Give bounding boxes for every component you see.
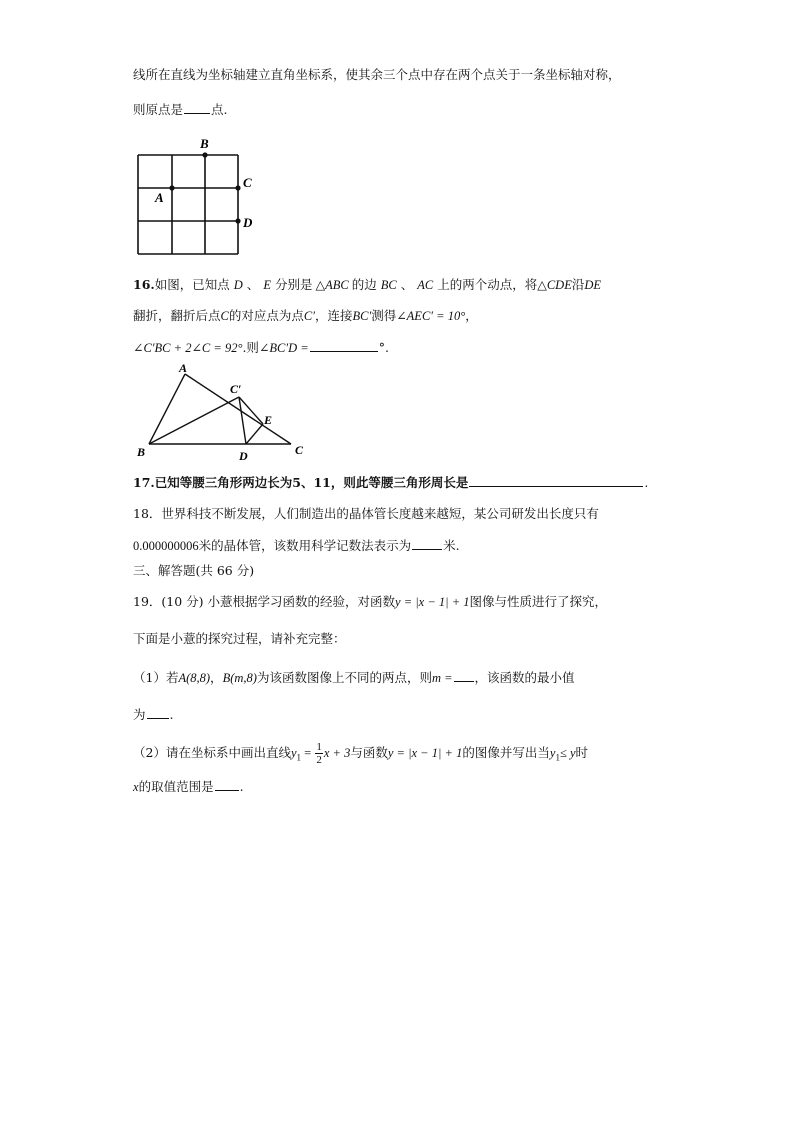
point-d (235, 218, 240, 223)
q16-t4: 上的两个动点，将 (437, 277, 538, 292)
q19-y1-sub: 1 (296, 752, 302, 763)
q16-t9: 测得 (371, 308, 397, 323)
q16-bcp: BC′ (352, 309, 372, 323)
q16-angle-aec: ∠AEC′ = 10° (396, 309, 466, 323)
q19-frac-num: 1 (316, 741, 322, 753)
q19-range-blank[interactable] (215, 778, 239, 791)
q16-line-3 (133, 339, 389, 356)
q19-part1-line-1 (133, 669, 575, 686)
q19-fraction (315, 741, 323, 766)
q15-text-2a: 则原点是 (133, 102, 184, 117)
q16-d: D (233, 278, 243, 292)
q16-sep2: 、 (400, 277, 414, 292)
q19-point-b: B(m,8) (222, 671, 257, 685)
q19-part2-line-2 (133, 778, 244, 795)
label-c: C (243, 175, 252, 190)
q19-line-2 (133, 631, 346, 647)
q19-p2-t1: （2）请在坐标系中画出直线 (133, 745, 291, 760)
q16-t1: 如图，已知点 (154, 277, 230, 292)
q16-t2: 分别是 (274, 277, 313, 292)
q19-line-expr: x + 3 (323, 746, 351, 760)
q15-grid-figure (128, 132, 268, 262)
q19-head-end: 图像与性质进行了探究， (469, 594, 608, 609)
q19-cond: ≤ y (559, 746, 576, 760)
q16-tri-abc: △ABC (315, 278, 349, 292)
label-a: A (155, 190, 164, 205)
q19-x: x (133, 780, 139, 794)
q18-text-1: 18．世界科技不断发展，人们制造出的晶体管长度越来越短，某公司研发出长度只有 (133, 506, 599, 521)
q19-y1: y (290, 746, 297, 760)
q19-p1-t4: 为 (133, 707, 146, 722)
q16-line-1 (133, 277, 601, 293)
q16-t7: 的对应点为点 (228, 308, 304, 323)
q16-ac: AC (417, 278, 434, 292)
q18-end: 米. (443, 538, 460, 553)
q17-line (133, 474, 648, 491)
q17-answer-blank[interactable] (469, 474, 643, 487)
q18-value: 0.000000006 (133, 539, 199, 553)
q18-line-1 (133, 506, 599, 522)
q16-c: C (220, 309, 229, 323)
section-3-title: 三、解答题(共 66 分) (133, 563, 255, 578)
q15-answer-blank[interactable] (184, 101, 210, 114)
label-b: B (137, 445, 146, 459)
q19-part1-line-2 (133, 706, 174, 723)
q16-t3: 的边 (351, 277, 377, 292)
q16-bc: BC (380, 278, 397, 292)
q19-eq: = (301, 746, 315, 760)
q19-function: y = |x − 1| + 1 (395, 595, 470, 609)
q15-text-2b: 点. (211, 102, 228, 117)
q16-tri-cde: △CDE (537, 278, 572, 292)
label-a: A (179, 362, 188, 375)
q19-p2-end: . (239, 779, 244, 794)
q16-end: °. (378, 340, 389, 355)
q19-p2-function: y = |x − 1| + 1 (387, 746, 463, 760)
q16-t8: ，连接 (314, 308, 353, 323)
label-e: E (264, 413, 273, 427)
q19-point-a: A(8,8) (178, 671, 211, 685)
q19-p1-sep: ， (210, 670, 223, 685)
q19-y1-cond-sub: 1 (555, 752, 560, 763)
q19-p1-t3: ，该函数的最小值 (474, 670, 575, 685)
q19-p1-t2: 为该函数图像上不同的两点，则 (256, 670, 432, 685)
q16-expr: ∠C′BC + 2∠C = 92° (133, 341, 243, 355)
point-a (169, 185, 174, 190)
q16-t11: .则 (242, 340, 259, 355)
q19-p2-t3: 的图像并写出当 (462, 745, 550, 760)
label-c: C (295, 443, 304, 457)
label-b: B (200, 136, 209, 151)
label-d: D (239, 449, 248, 463)
q18-line-2 (133, 537, 460, 554)
q16-de: DE (584, 278, 602, 292)
q19-part2-line-1 (133, 741, 588, 766)
q16-ask: ∠BC′D = (258, 341, 309, 355)
q19-y1-cond: y (549, 746, 556, 760)
q16-answer-blank[interactable] (310, 339, 378, 352)
q16-number: 16. (133, 277, 155, 292)
q16-sep1: 、 (246, 277, 260, 292)
q16-t10: ， (465, 308, 478, 323)
q19-line-1 (133, 594, 607, 610)
q15-line-1 (133, 67, 621, 83)
q16-e: E (263, 278, 271, 292)
q19-p1-t1: （1）若 (133, 670, 179, 685)
q15-line-2 (133, 101, 228, 118)
q19-p2-t5: 的取值范围是 (138, 779, 214, 794)
q19-min-blank[interactable] (147, 706, 169, 719)
q16-triangle-figure (133, 362, 313, 464)
q15-text-1: 线所在直线为坐标轴建立直角坐标系，使其余三个点中存在两个点关于一条坐标轴对称， (133, 67, 621, 82)
point-c (235, 185, 240, 190)
grid-lines (138, 155, 238, 254)
q19-m: m = (431, 671, 453, 685)
q17-end: . (644, 475, 649, 490)
label-d: D (243, 215, 253, 230)
point-b (202, 152, 207, 157)
q16-line-2 (133, 308, 478, 324)
q18-answer-blank[interactable] (412, 537, 442, 550)
triangle-lines (149, 374, 291, 444)
q19-frac-den: 2 (316, 754, 322, 766)
q19-p2-t4: 时 (575, 745, 589, 760)
q16-t5: 沿 (571, 277, 585, 292)
label-c-prime: C′ (230, 382, 242, 396)
q19-head: 19．(10 分) 小薏根据学习函数的经验，对函数 (133, 594, 396, 609)
q16-cp: C′ (303, 309, 315, 323)
q19-m-blank[interactable] (454, 669, 474, 682)
q19-intro: 下面是小薏的探究过程，请补充完整： (133, 631, 346, 646)
q16-t6: 翻折，翻折后点 (133, 308, 221, 323)
q17-text: 17.已知等腰三角形两边长为5、11，则此等腰三角形周长是 (133, 475, 469, 490)
q19-p2-t2: 与函数 (350, 745, 388, 760)
section-3-heading (133, 563, 254, 579)
q19-p1-end: . (169, 707, 174, 722)
q18-text-2: 米的晶体管，该数用科学记数法表示为 (198, 538, 412, 553)
